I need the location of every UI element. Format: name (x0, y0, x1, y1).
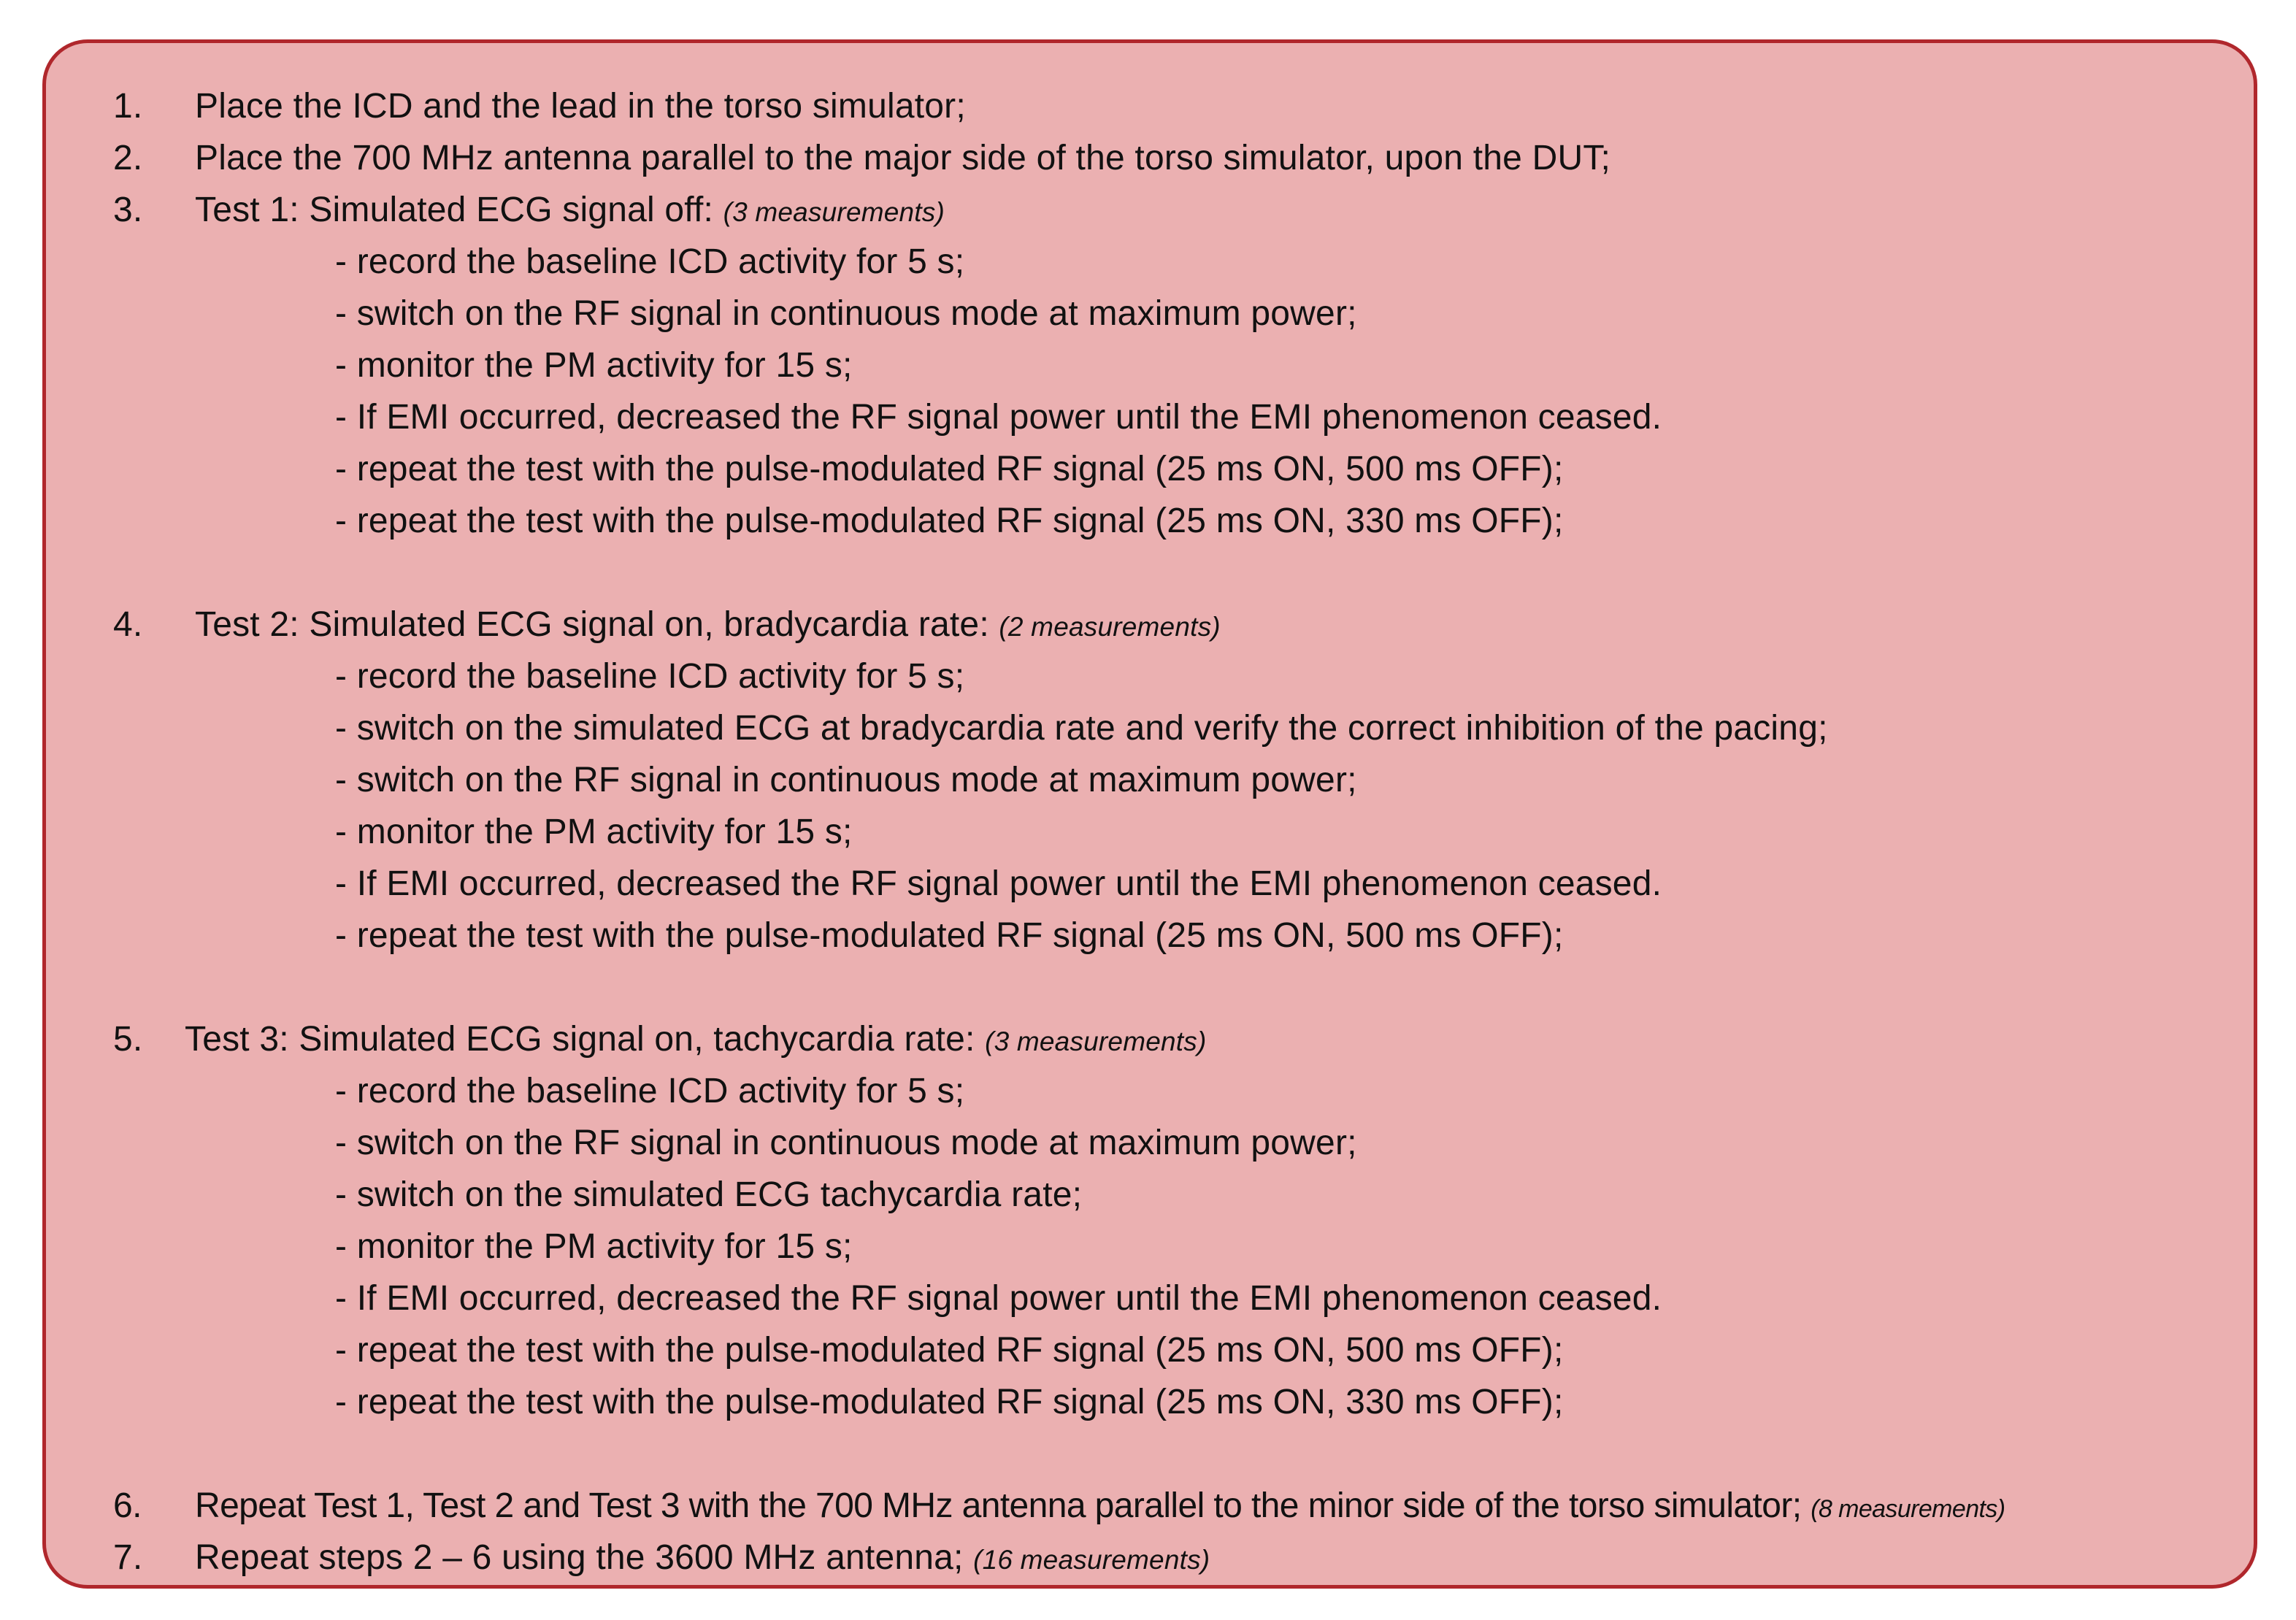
step-text (195, 1532, 1210, 1586)
procedure-panel (42, 39, 2257, 1589)
step-text (185, 1013, 1206, 1068)
step-number: 5. (113, 1020, 143, 1059)
step-title: Test 2: Simulated ECG signal on, bradycardia rate: (195, 605, 999, 644)
substep-text: - repeat the test with the pulse-modulated RF signal (25 ms ON, 500 ms OFF); (335, 1331, 1564, 1370)
substep-text: - switch on the simulated ECG at bradycardia rate and verify the correct inhibition of the pacing; (335, 709, 1828, 748)
substep-text: - monitor the PM activity for 15 s; (335, 1227, 853, 1266)
substep-text: - switch on the RF signal in continuous mode at maximum power; (335, 761, 1357, 799)
substep-text: - switch on the RF signal in continuous mode at maximum power; (335, 294, 1357, 333)
substep-text: - monitor the PM activity for 15 s; (335, 813, 853, 851)
substep-text: - repeat the test with the pulse-modulated RF signal (25 ms ON, 500 ms OFF); (335, 450, 1564, 488)
substep-text: - record the baseline ICD activity for 5 s; (335, 242, 965, 281)
substep-text: - If EMI occurred, decreased the RF signal power until the EMI phenomenon ceased. (335, 398, 1662, 437)
substep-text: - If EMI occurred, decreased the RF signal power until the EMI phenomenon ceased. (335, 1279, 1662, 1318)
step-number: 1. (113, 87, 143, 126)
measurement-count: (16 measurements) (973, 1545, 1210, 1575)
step-text (195, 184, 945, 239)
step-text: Place the 700 MHz antenna parallel to the major side of the torso simulator, upon the DUT; (195, 139, 1611, 177)
substep-text: - switch on the RF signal in continuous mode at maximum power; (335, 1124, 1357, 1162)
substep-text: - switch on the simulated ECG tachycardia rate; (335, 1175, 1083, 1214)
step-text (195, 1480, 2005, 1535)
step-number: 2. (113, 139, 143, 177)
step-number: 7. (113, 1538, 143, 1577)
measurement-count: (8 measurements) (1811, 1495, 2005, 1523)
substep-text: - repeat the test with the pulse-modulated RF signal (25 ms ON, 330 ms OFF); (335, 1383, 1564, 1421)
step-title: Test 3: Simulated ECG signal on, tachycardia rate: (185, 1020, 986, 1059)
step-number: 4. (113, 605, 143, 644)
measurement-count: (3 measurements) (985, 1026, 1207, 1056)
step-title: Test 1: Simulated ECG signal off: (195, 191, 723, 229)
substep-text: - record the baseline ICD activity for 5 s; (335, 1072, 965, 1110)
substep-text: - If EMI occurred, decreased the RF signal power until the EMI phenomenon ceased. (335, 864, 1662, 903)
step-number: 3. (113, 191, 143, 229)
step-title: Repeat steps 2 – 6 using the 3600 MHz antenna; (195, 1538, 974, 1577)
step-text (195, 599, 1221, 653)
measurement-count: (3 measurements) (723, 197, 945, 227)
substep-text: - monitor the PM activity for 15 s; (335, 346, 853, 385)
substep-text: - record the baseline ICD activity for 5 s; (335, 657, 965, 696)
substep-text: - repeat the test with the pulse-modulated RF signal (25 ms ON, 330 ms OFF); (335, 502, 1564, 540)
step-number: 6. (113, 1486, 142, 1525)
step-text: Place the ICD and the lead in the torso simulator; (195, 87, 966, 126)
measurement-count: (2 measurements) (999, 612, 1221, 642)
step-title: Repeat Test 1, Test 2 and Test 3 with the 700 MHz antenna parallel to the minor side of the torso simulator; (195, 1486, 1811, 1525)
substep-text: - repeat the test with the pulse-modulated RF signal (25 ms ON, 500 ms OFF); (335, 916, 1564, 955)
